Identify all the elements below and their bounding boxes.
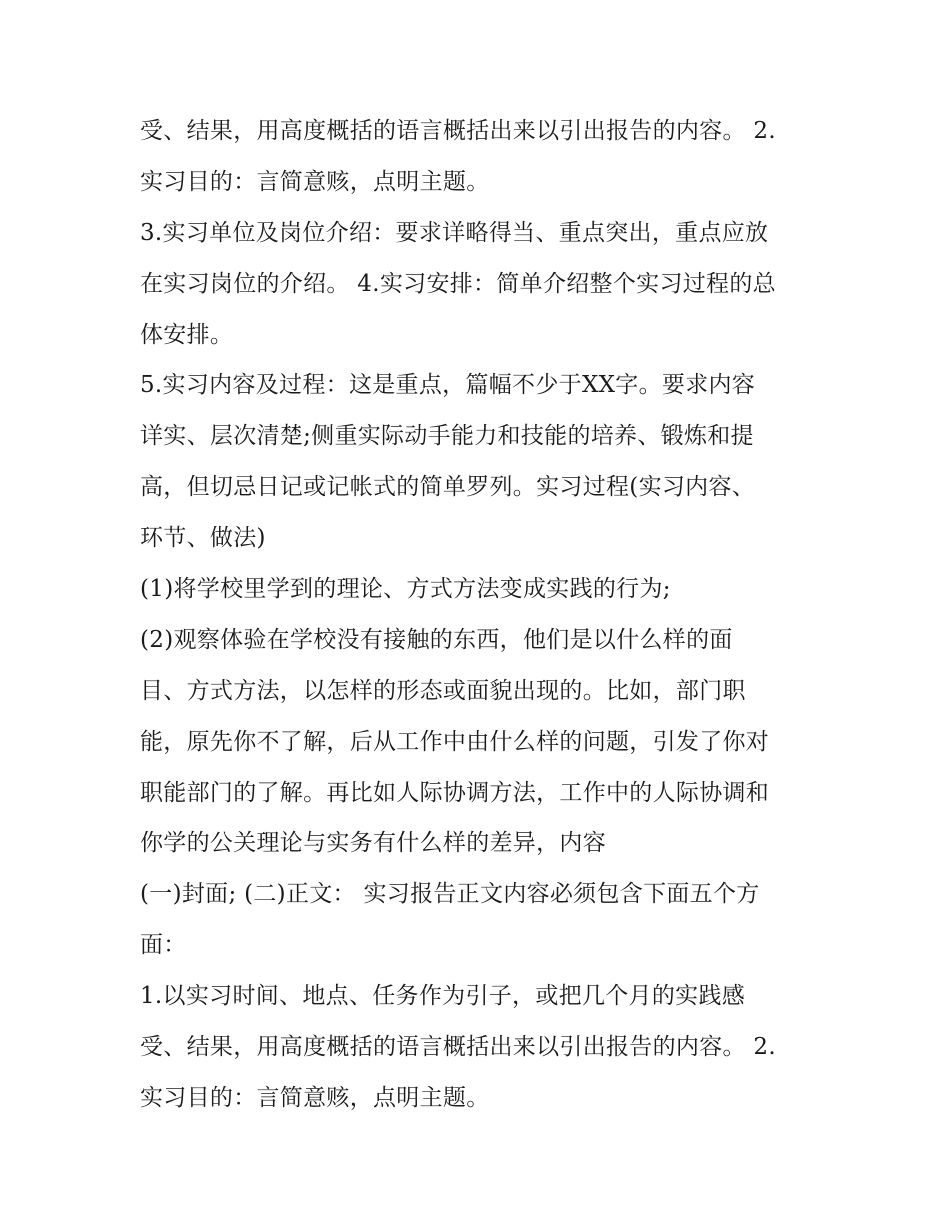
text-line: 能，原先你不了解，后从工作中由什么样的问题，引发了你对	[140, 728, 770, 755]
text-line: (2)观察体验在学校没有接触的东西，他们是以什么样的面	[140, 626, 733, 653]
document-body	[140, 106, 820, 1124]
text-line: 受、结果，用高度概括的语言概括出来以引出报告的内容。 2.	[140, 118, 776, 144]
text-line: (1)将学校里学到的理论、方式方法变成实践的行为;	[140, 576, 671, 603]
text-line: 5.实习内容及过程：这是重点，篇幅不少于XX字。要求内容	[140, 372, 756, 399]
text-line: (一)封面; (二)正文： 实习报告正文内容必须包含下面五个方	[140, 881, 760, 908]
text-line: 受、结果，用高度概括的语言概括出来以引出报告的内容。 2.	[140, 1034, 776, 1061]
text-line: 目、方式方法，以怎样的形态或面貌出现的。比如，部门职	[140, 677, 746, 704]
text-line: 实习目的：言简意赅，点明主题。	[140, 168, 490, 195]
text-line: 体安排。	[140, 321, 234, 348]
text-line: 3.实习单位及岗位介绍：要求详略得当、重点突出，重点应放	[140, 219, 769, 246]
text-line: 环节、做法)	[140, 525, 266, 552]
text-line: 详实、层次清楚;侧重实际动手能力和技能的培养、锻炼和提	[140, 423, 754, 450]
text-line: 在实习岗位的介绍。 4.实习安排：简单介绍整个实习过程的总	[140, 270, 776, 297]
text-line: 职能部门的了解。再比如人际协调方法，工作中的人际协调和	[140, 779, 770, 806]
text-line: 你学的公关理论与实务有什么样的差异，内容	[140, 830, 606, 857]
text-line: 面：	[140, 932, 187, 959]
text-line: 实习目的：言简意赅，点明主题。	[140, 1084, 490, 1111]
text-line: 高，但切忌日记或记帐式的简单罗列。实习过程(实习内容、	[140, 474, 756, 501]
text-line: 1.以实习时间、地点、任务作为引子，或把几个月的实践感	[140, 983, 746, 1010]
